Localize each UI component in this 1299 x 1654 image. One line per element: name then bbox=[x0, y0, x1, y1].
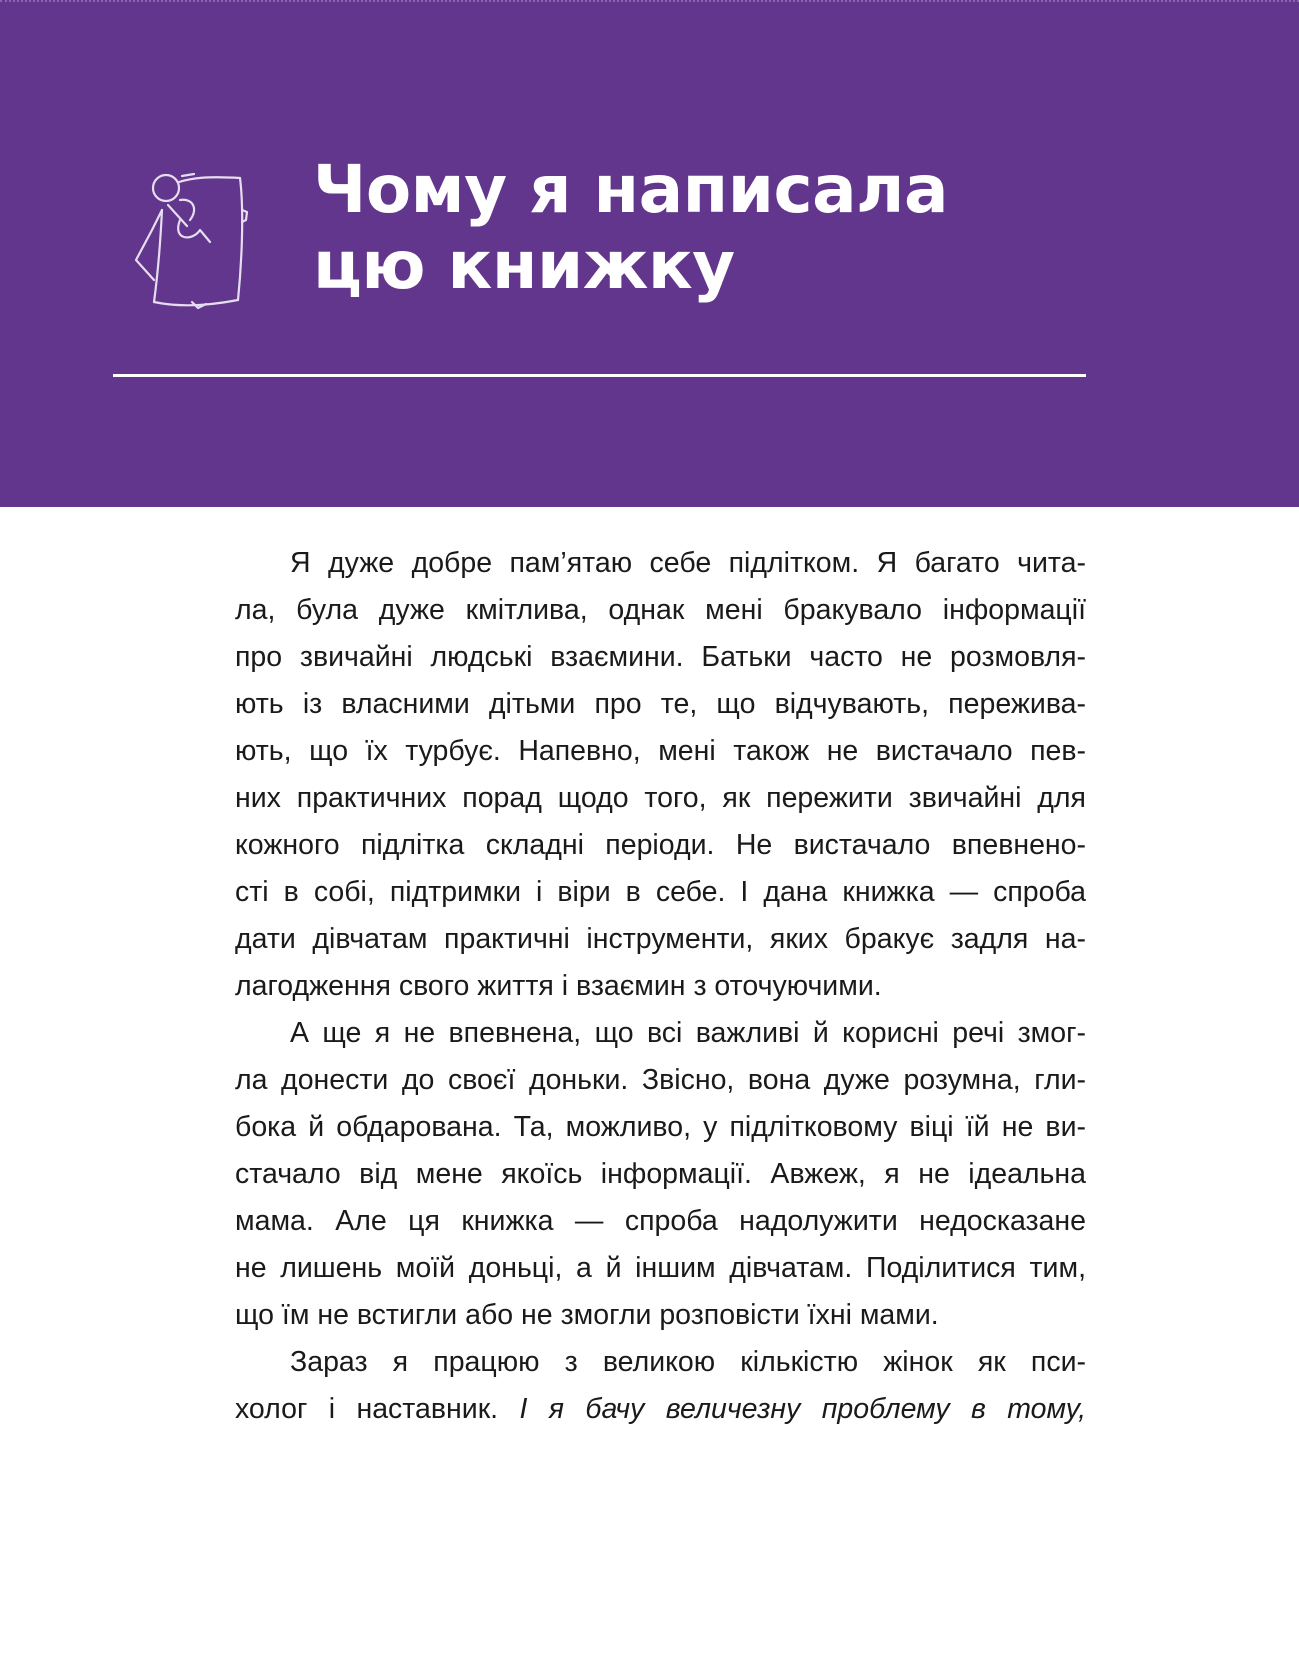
text-line: не лишень моїй доньці, а й іншим дівчатам. Поділитися тим, bbox=[235, 1252, 1086, 1284]
text-line: бока й обдарована. Та, можливо, у підлітковому віці їй не ви- bbox=[235, 1111, 1086, 1143]
text-line: Зараз я працюю з великою кількістю жінок як пси- bbox=[290, 1346, 1086, 1378]
paragraph-2 bbox=[235, 1010, 1086, 1339]
paragraph-3 bbox=[235, 1339, 1086, 1433]
text-line: ють, що їх турбує. Напевно, мені також не вистачало пев- bbox=[235, 735, 1086, 767]
text-line: лагодження свого життя і взаємин з оточуючими. bbox=[235, 970, 882, 1002]
chapter-title-line-1: Чому я написала bbox=[313, 151, 949, 228]
chapter-header-band bbox=[0, 0, 1299, 507]
text-italic-emphasis: І я бачу величезну проблему в тому, bbox=[519, 1393, 1087, 1425]
text-line: Я дуже добре пам’ятаю себе підлітком. Я багато чита- bbox=[290, 547, 1086, 579]
text-line: що їм не встигли або не змогли розповісти їхні мами. bbox=[235, 1299, 939, 1331]
girl-with-paper-sketch-icon bbox=[132, 170, 267, 320]
text-line: дати дівчатам практичні інструменти, яких бракує задля на- bbox=[235, 923, 1086, 955]
text-line: ють із власними дітьми про те, що відчувають, пережива- bbox=[235, 688, 1086, 720]
title-divider bbox=[113, 374, 1086, 377]
text-line: кожного підлітка складні періоди. Не вистачало впевнено- bbox=[235, 829, 1086, 861]
text-line-mixed bbox=[235, 1386, 1086, 1433]
chapter-title bbox=[313, 152, 948, 304]
chapter-title-line-2: цю книжку bbox=[313, 227, 735, 304]
text-line: стачало від мене якоїсь інформації. Авжеж, я не ідеальна bbox=[235, 1158, 1086, 1190]
paragraph-1 bbox=[235, 540, 1086, 1010]
text-line: ла донести до своєї доньки. Звісно, вона дуже розумна, гли- bbox=[235, 1064, 1086, 1096]
text-regular: холог і наставник. bbox=[235, 1393, 520, 1425]
text-line: мама. Але ця книжка — спроба надолужити недосказане bbox=[235, 1205, 1086, 1237]
chapter-body bbox=[235, 540, 1086, 1433]
text-line: А ще я не впевнена, що всі важливі й корисні речі змог- bbox=[290, 1017, 1086, 1049]
text-line: сті в собі, підтримки і віри в себе. І дана книжка — спроба bbox=[235, 876, 1086, 908]
text-line: них практичних порад щодо того, як пережити звичайні для bbox=[235, 782, 1086, 814]
text-line: ла, була дуже кмітлива, однак мені бракувало інформації bbox=[235, 594, 1086, 626]
text-line: про звичайні людські взаємини. Батьки часто не розмовля- bbox=[235, 641, 1086, 673]
